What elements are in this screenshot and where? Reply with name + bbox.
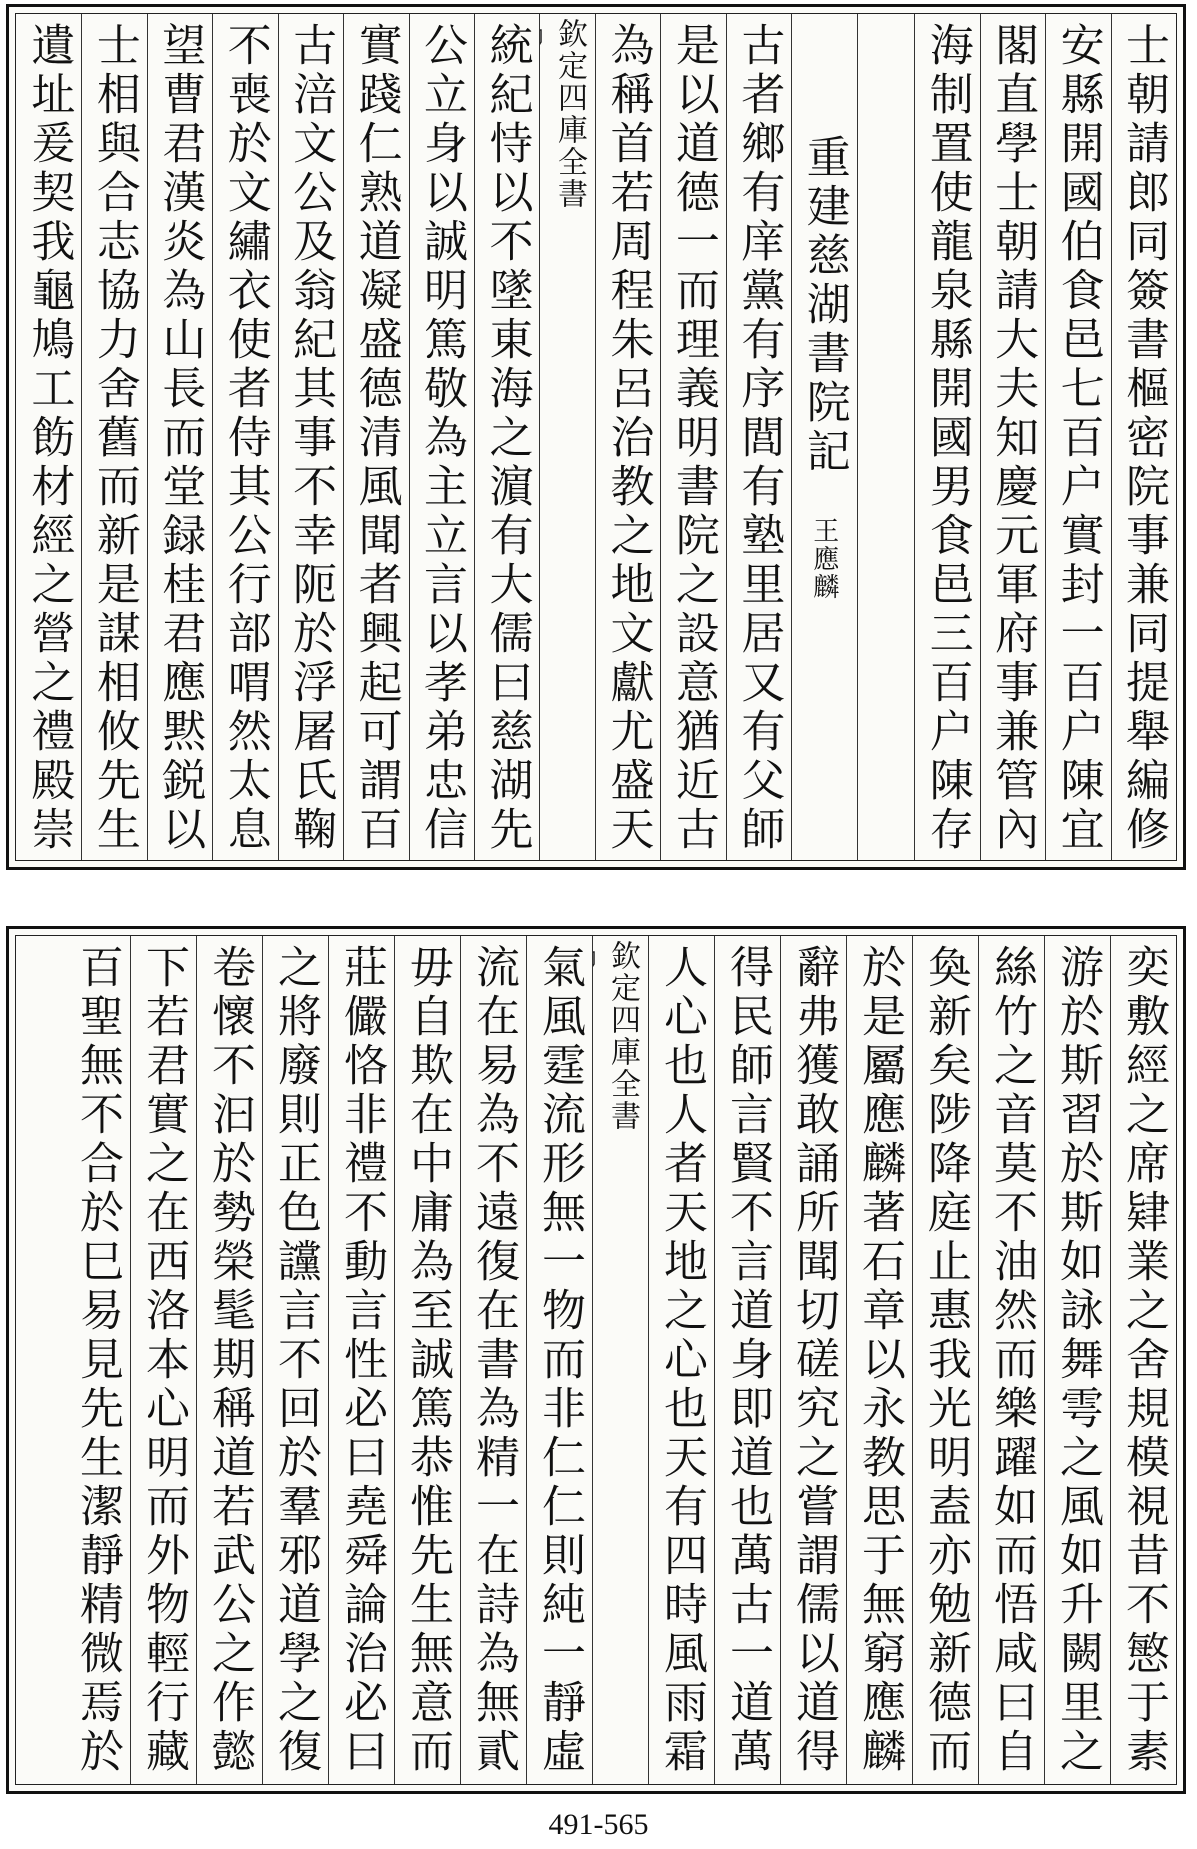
top-page-scan [6, 4, 1186, 870]
text-column [1110, 936, 1176, 1784]
column-text: 古涪文公及翁紀其事不幸阨於浮屠氏鞠 [285, 22, 337, 855]
column-text: 古者鄉有庠黨有序閭有塾里居又有父師 [733, 22, 785, 855]
column-text: 統紀恃以不墜東海之濵有大儒曰慈湖先 [481, 22, 533, 855]
column-text: 氣風霆流形無一物而非仁仁則純一靜虛 [534, 944, 585, 1777]
column-text: 百聖無不合於巳易見先生潔靜精微焉於 [72, 944, 123, 1777]
bottom-page-columns [15, 935, 1177, 1785]
column-text: 游於斯習於斯如詠舞雩之風如升闕里之 [1052, 944, 1103, 1777]
column-text: 毋自欺在中庸為至誠篤恭惟先生無意而 [402, 944, 453, 1777]
text-column [780, 936, 846, 1784]
column-text: 絲竹之音莫不油然而樂躍如而悟咸曰自 [986, 944, 1037, 1777]
text-column [1111, 14, 1176, 860]
column-text: 望曹君漢炎為山長而堂録桂君應黙鋭以 [154, 22, 206, 855]
text-column [980, 14, 1045, 860]
top-page-columns [15, 13, 1177, 861]
text-column [262, 936, 328, 1784]
text-column [64, 936, 130, 1784]
column-text: 遺址爰契我龜鳩工飭材經之營之禮殿崇 [23, 22, 75, 855]
text-column [714, 936, 780, 1784]
text-column [16, 14, 81, 860]
text-column [196, 936, 262, 1784]
column-text: 為稱首若周程朱呂治教之地文獻尤盛天 [602, 22, 654, 855]
text-column [147, 14, 212, 860]
text-column [130, 936, 196, 1784]
column-text: 莊儼恪非禮不動言性必曰堯舜論治必曰 [336, 944, 387, 1777]
text-column [328, 936, 394, 1784]
article-title: 重建慈湖書院記 [798, 134, 850, 477]
column-text: 奐新矣陟降庭止惠我光明盍亦勉新德而 [920, 944, 971, 1777]
column-text: 辭弗獲敢誦所聞切磋究之嘗謂儒以道得 [788, 944, 839, 1777]
column-text: 於是屬應麟著石章以永教思于無窮應麟 [854, 944, 905, 1777]
column-text: 卷懷不汩於勢榮髦期稱道若武公之作懿 [204, 944, 255, 1777]
text-column [660, 14, 725, 860]
text-column [409, 14, 474, 860]
text-column [978, 936, 1044, 1784]
column-text: 得民師言賢不言道身即道也萬古一道萬 [722, 944, 773, 1777]
column-text: 是以道德一而理義明書院之設意猶近古 [667, 22, 719, 855]
column-text: 人心也人者天地之心也天有四時風雨霜 [656, 944, 707, 1777]
bottom-page-scan [6, 926, 1186, 1794]
library-title: 欽定四庫全書 [552, 18, 587, 210]
text-column [81, 14, 146, 860]
article-title-column [791, 14, 856, 860]
text-column [912, 936, 978, 1784]
author-name: 王應麟 [808, 517, 839, 601]
text-column [474, 14, 539, 860]
text-column [343, 14, 408, 860]
text-column [846, 936, 912, 1784]
text-column [394, 936, 460, 1784]
text-column [1045, 14, 1110, 860]
column-text: 士相與合志協力舍舊而新是謀相攸先生 [88, 22, 140, 855]
text-column [595, 14, 660, 860]
page-number: 491-565 [548, 1808, 649, 1841]
column-text: 奕敷經之席肄業之舍規模視昔不慜于素 [1118, 944, 1169, 1777]
text-column [526, 936, 592, 1784]
column-text: 閣直學士朝請大夫知慶元軍府事兼管內 [987, 22, 1039, 855]
column-text: 安縣開國伯食邑七百户實封一百户陳宜 [1052, 22, 1104, 855]
column-text: 士朝請郎同簽書樞密院事兼同提舉編修 [1118, 22, 1169, 855]
center-fold-column [539, 14, 595, 860]
column-text: 不喪於文繡衣使者侍其公行部喟然太息 [219, 22, 271, 855]
column-text: 實踐仁熟道凝盛德清風聞者興起可謂百 [350, 22, 402, 855]
text-column [914, 14, 979, 860]
text-column [1044, 936, 1110, 1784]
column-text: 海制置使龍泉縣開國男食邑三百户陳存 [921, 22, 973, 855]
column-text: 公立身以誠明篤敬為主立言以孝弟忠信 [416, 22, 468, 855]
column-text: 之將廢則正色讜言不回於羣邪道學之復 [270, 944, 321, 1777]
column-text: 下若君實之在西洛本心明而外物輕行藏 [138, 944, 189, 1777]
text-column [212, 14, 277, 860]
text-column [726, 14, 791, 860]
text-column [460, 936, 526, 1784]
text-column [278, 14, 343, 860]
text-column [648, 936, 714, 1784]
center-fold-column [592, 936, 648, 1784]
column-text: 流在易為不遠復在書為精一在詩為無貳 [468, 944, 519, 1777]
library-title: 欽定四庫全書 [605, 940, 640, 1132]
blank-column [857, 14, 915, 860]
